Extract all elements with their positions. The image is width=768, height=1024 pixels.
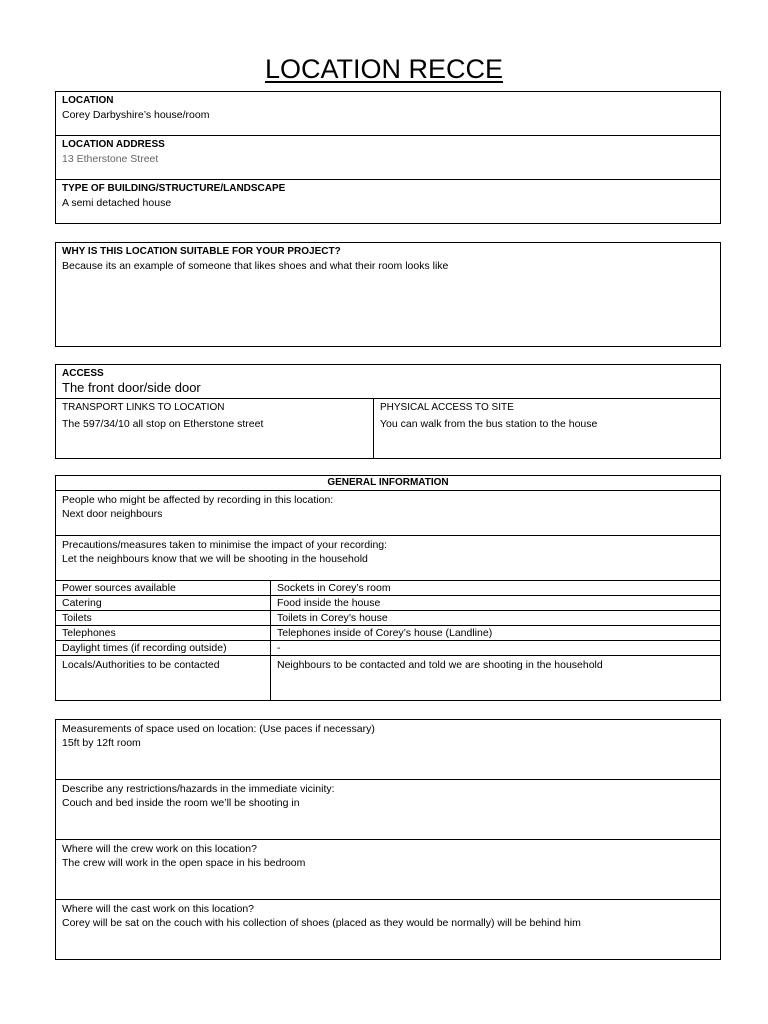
access-table <box>55 364 721 459</box>
restrictions-label: Describe any restrictions/hazards in the immediate vicinity: <box>62 783 335 795</box>
page-title: LOCATION RECCE <box>264 54 504 84</box>
precautions-label: Precautions/measures taken to minimise the impact of your recording: <box>62 539 388 551</box>
location-cell <box>56 92 721 136</box>
affected-value: Next door neighbours <box>62 508 163 520</box>
suitability-table <box>55 242 721 347</box>
restrictions-value: Couch and bed inside the room we’ll be shooting in <box>62 797 300 809</box>
catering-label: Catering <box>56 596 271 611</box>
restrictions-cell <box>56 780 721 840</box>
physical-access-value: You can walk from the bus station to the house <box>380 418 598 430</box>
crew-value: The crew will work in the open space in his bedroom <box>62 857 306 869</box>
authorities-value: Neighbours to be contacted and told we are shooting in the household <box>271 656 721 701</box>
suitability-cell <box>56 243 721 347</box>
power-label: Power sources available <box>56 581 271 596</box>
measurements-value: 15ft by 12ft room <box>62 737 141 749</box>
authorities-label: Locals/Authorities to be contacted <box>56 656 271 701</box>
transport-cell <box>56 399 374 459</box>
building-type-value: A semi detached house <box>62 197 172 209</box>
suitability-label: WHY IS THIS LOCATION SUITABLE FOR YOUR PROJECT? <box>62 246 341 257</box>
general-info-table <box>55 475 721 701</box>
address-label: LOCATION ADDRESS <box>62 139 165 150</box>
measurements-cell <box>56 720 721 780</box>
daylight-value: - <box>271 641 721 656</box>
power-value: Sockets in Corey’s room <box>271 581 721 596</box>
catering-value: Food inside the house <box>271 596 721 611</box>
general-info-header: GENERAL INFORMATION <box>56 476 721 491</box>
toilets-label: Toilets <box>56 611 271 626</box>
affected-label: People who might be affected by recording in this location: <box>62 494 334 506</box>
building-type-cell <box>56 180 721 224</box>
location-label: LOCATION <box>62 95 114 106</box>
transport-value: The 597/34/10 all stop on Etherstone street <box>62 418 264 430</box>
cast-label: Where will the cast work on this location? <box>62 903 254 915</box>
telephones-value: Telephones inside of Corey’s house (Landline) <box>271 626 721 641</box>
details-table <box>55 719 721 960</box>
access-cell <box>56 365 721 399</box>
physical-access-cell <box>374 399 721 459</box>
suitability-value: Because its an example of someone that likes shoes and what their room looks like <box>62 260 449 272</box>
telephones-label: Telephones <box>56 626 271 641</box>
precautions-value: Let the neighbours know that we will be shooting in the household <box>62 553 368 565</box>
address-cell <box>56 136 721 180</box>
cast-value: Corey will be sat on the couch with his collection of shoes (placed as they would be normally) will be behind him <box>62 917 581 929</box>
transport-label: TRANSPORT LINKS TO LOCATION <box>62 402 225 413</box>
toilets-value: Toilets in Corey’s house <box>271 611 721 626</box>
precautions-cell <box>56 536 721 581</box>
location-table <box>55 91 721 224</box>
location-value: Corey Darbyshire’s house/room <box>62 109 210 121</box>
daylight-label: Daylight times (if recording outside) <box>56 641 271 656</box>
address-value: 13 Etherstone Street <box>62 153 159 165</box>
crew-label: Where will the crew work on this location? <box>62 843 257 855</box>
access-label: ACCESS <box>62 368 104 379</box>
building-type-label: TYPE OF BUILDING/STRUCTURE/LANDSCAPE <box>62 183 286 194</box>
cast-cell <box>56 900 721 960</box>
access-value: The front door/side door <box>62 380 201 395</box>
crew-cell <box>56 840 721 900</box>
physical-access-label: PHYSICAL ACCESS TO SITE <box>380 402 514 413</box>
measurements-label: Measurements of space used on location: (Use paces if necessary) <box>62 723 375 735</box>
affected-cell <box>56 491 721 536</box>
